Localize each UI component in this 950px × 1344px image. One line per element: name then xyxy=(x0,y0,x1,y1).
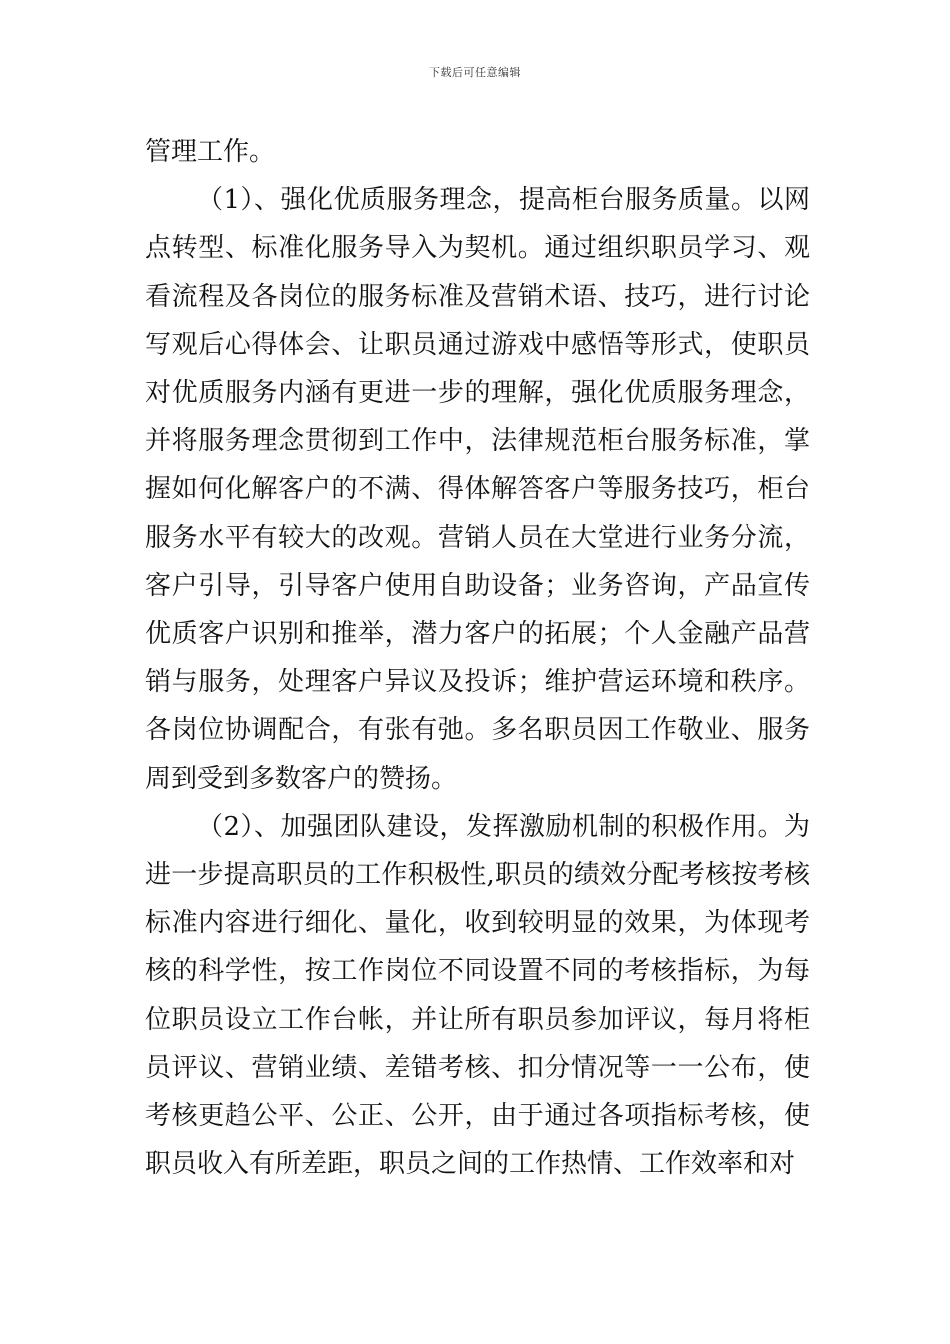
page-header: 下载后可任意编辑 xyxy=(429,66,521,79)
paragraph-service-quality: （1）、强化优质服务理念，提高柜台服务质量。以网点转型、标准化服务导入为契机。通过组织职员学习、观看流程及各岗位的服务标准及营销术语、技巧，进行讨论写观后心得体会、让职员通过游戏中感悟等形式，使职员对优质服务内涵有更进一步的理解，强化优质服务理念，并将服务理念贯彻到工作中，法律规范柜台服务标准，掌握如何化解客户的不满、得体解答客户等服务技巧，柜台服务水平有较大的改观。营销人员在大堂进行业务分流，客户引导，引导客户使用自助设备；业务咨询，产品宣传优质客户识别和推举，潜力客户的拓展；个人金融产品营销与服务，处理客户异议及投诉；维护营运环境和秩序。各岗位协调配合，有张有弛。多名职员因工作敬业、服务周到受到多数客户的赞扬。 xyxy=(145,185,810,794)
document-body xyxy=(145,128,810,1188)
paragraph-team-building: （2）、加强团队建设，发挥激励机制的积极作用。为进一步提高职员的工作积极性,职员的绩效分配考核按考核标准内容进行细化、量化，收到较明显的效果，为体现考核的科学性，按工作岗位不同设置不同的考核指标，为每位职员设立工作台帐，并让所有职员参加评议，每月将柜员评议、营销业绩、差错考核、扣分情况等一一公布，使考核更趋公平、公正、公开，由于通过各项指标考核，使职员收入有所差距，职员之间的工作热情、工作效率和对 xyxy=(145,811,810,1180)
paragraph-continuation: 管理工作。 xyxy=(145,137,276,167)
